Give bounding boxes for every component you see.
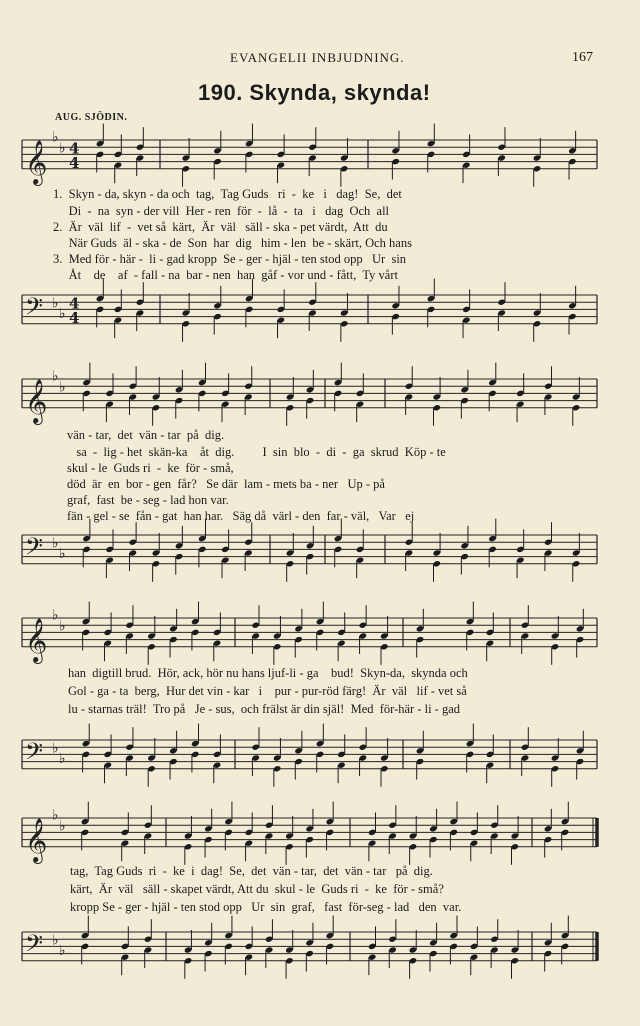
bass-clef: 𝄢 (25, 737, 44, 771)
system-2-treble-staff (0, 370, 640, 430)
flat-sign: ♭ (52, 535, 59, 552)
treble-clef: 𝄞 (25, 378, 48, 423)
bass-clef: 𝄢 (25, 532, 44, 566)
flat-sign: ♭ (59, 818, 66, 835)
flat-sign: ♭ (59, 546, 66, 563)
bass-clef: 𝄢 (25, 929, 44, 963)
flat-sign: ♭ (52, 368, 59, 385)
lyric-line: sa - lig - het skän-ka åt dig. I sin blo - di - ga skrud Köp - te (67, 445, 446, 459)
lyric-line: han digtill brud. Hör, ack, hör nu hans ljuf-li - ga bud! Skyn-da, skynda och (68, 666, 468, 680)
flat-sign: ♭ (59, 943, 66, 960)
lyric-line: död är en bor - gen får? Se där lam - mets ba - ner Up - på (67, 477, 385, 491)
lyric-line: kropp Se - ger - hjäl - ten stod opp Ur sin graf, fast för-seg - lad den var. (70, 900, 462, 914)
lyric-line: Gol - ga - ta berg, Hur det vin - kar i pur - pur-röd färg! Är väl lif - vet så (68, 684, 467, 698)
lyric-line: fän - gel - se fån - gat han har. Säg då värl - den far - väl, Var ej (67, 509, 415, 523)
time-signature: 4 (69, 153, 80, 172)
lyric-line: tag, Tag Guds ri - ke i dag! Se, det vän - tar, det vän - tar på dig. (70, 864, 433, 878)
system-4-bass-staff (0, 922, 640, 982)
flat-sign: ♭ (59, 379, 66, 396)
lyric-line: lu - starnas träl! Tro på Je - sus, och frälst är din själ! Med för-här - li - gad (68, 702, 461, 716)
bass-clef: 𝄢 (25, 292, 44, 326)
lyric-line: 1. Skyn - da, skyn - da och tag, Tag Guds ri - ke i dag! Se, det (53, 187, 402, 201)
treble-clef: 𝄞 (25, 617, 48, 662)
system-4-treble-staff (0, 808, 640, 868)
time-signature: 4 (69, 139, 80, 158)
flat-sign: ♭ (52, 129, 59, 146)
lyric-line: graf, fast be - seg - lad hon var. (67, 493, 229, 507)
system-3-bass-staff (0, 725, 640, 785)
system-1-treble-staff (0, 130, 640, 190)
time-signature: 4 (69, 294, 80, 313)
time-signature: 4 (69, 308, 80, 327)
composer-credit: AUG. SJÖDIN. (55, 112, 128, 123)
lyric-line: vän - tar, det vän - tar på dig. (67, 428, 225, 442)
hymn-title: 190. Skynda, skynda! (198, 80, 431, 105)
lyric-line: kärt, Är väl säll - skapet värdt, Att du skul - le Guds ri - ke för - små? (70, 882, 444, 896)
flat-sign: ♭ (52, 607, 59, 624)
lyric-line: 3. Med för - här - li - gad kropp Se - ger - hjäl - ten stod opp Ur sin (53, 252, 407, 266)
page-number: 167 (572, 50, 593, 65)
flat-sign: ♭ (52, 740, 59, 757)
running-title: EVANGELII INBJUDNING. (230, 50, 405, 65)
treble-clef: 𝄞 (25, 817, 48, 862)
flat-sign: ♭ (59, 140, 66, 157)
flat-sign: ♭ (52, 295, 59, 312)
lyric-line: skul - le Guds ri - ke för - små, (67, 461, 234, 475)
flat-sign: ♭ (59, 751, 66, 768)
system-3-treble-staff (0, 607, 640, 667)
flat-sign: ♭ (59, 618, 66, 635)
lyric-line: När Guds äl - ska - de Son har dig him - len be - skärt, Och hans (53, 236, 412, 250)
lyric-line: Di - na syn - der vill Her - ren för - lå - ta i dag Och all (53, 204, 390, 218)
lyric-line: 2. Är väl lif - vet så kärt, Är väl säll - ska - pet värdt, Att du (53, 220, 388, 234)
flat-sign: ♭ (59, 306, 66, 323)
system-1-bass-staff (0, 283, 640, 343)
treble-clef: 𝄞 (25, 139, 48, 184)
system-2-bass-staff (0, 522, 640, 582)
flat-sign: ♭ (52, 807, 59, 824)
flat-sign: ♭ (52, 932, 59, 949)
page-header (0, 50, 640, 70)
lyric-line: Åt de af - fall - na bar - nen han gåf - vor und - fått, Ty vårt (53, 268, 398, 282)
